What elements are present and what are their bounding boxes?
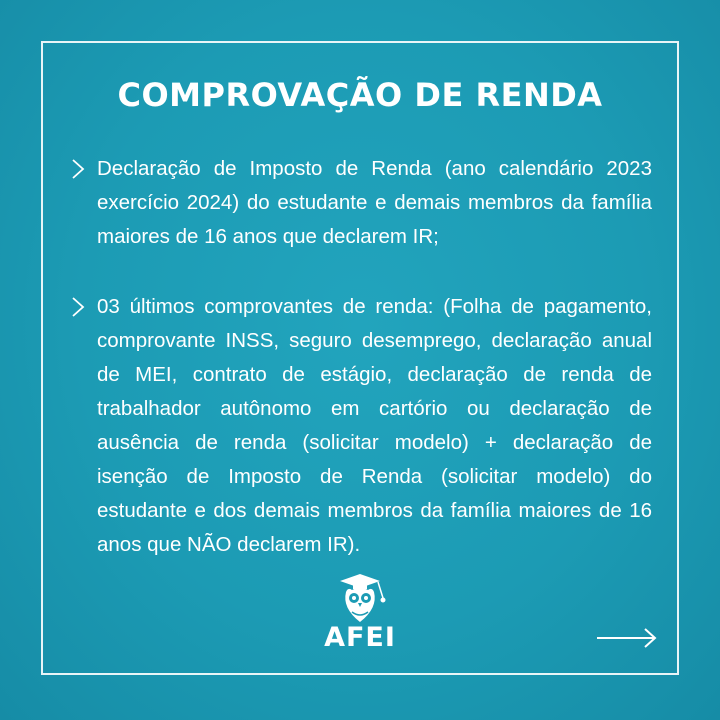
list-item	[70, 290, 652, 562]
chevron-right-icon	[70, 296, 86, 318]
arrow-right-icon[interactable]	[596, 626, 658, 650]
list-item	[70, 152, 652, 254]
graduation-owl-icon	[326, 572, 398, 624]
page-title: COMPROVAÇÃO DE RENDA	[117, 76, 603, 114]
list-item-text: Declaração de Imposto de Renda (ano calendário 2023 exercício 2024) do estudante e demais membros da família maiores de 16 anos que declarem IR;	[97, 157, 652, 248]
brand-logo-text: AFEI	[324, 622, 396, 653]
chevron-right-icon	[70, 158, 86, 180]
list-item-text: 03 últimos comprovantes de renda: (Folha de pagamento, comprovante INSS, seguro desemprego, declaração anual de MEI, contrato de estágio, declaração de renda de trabalhador autônomo em cartório ou declaração de ausência de renda (solicitar modelo) + declaração de isenção de Imposto de Renda (solicitar modelo) do estudante e dos demais membros da família maiores de 16 anos que NÃO declarem IR).	[97, 295, 652, 556]
